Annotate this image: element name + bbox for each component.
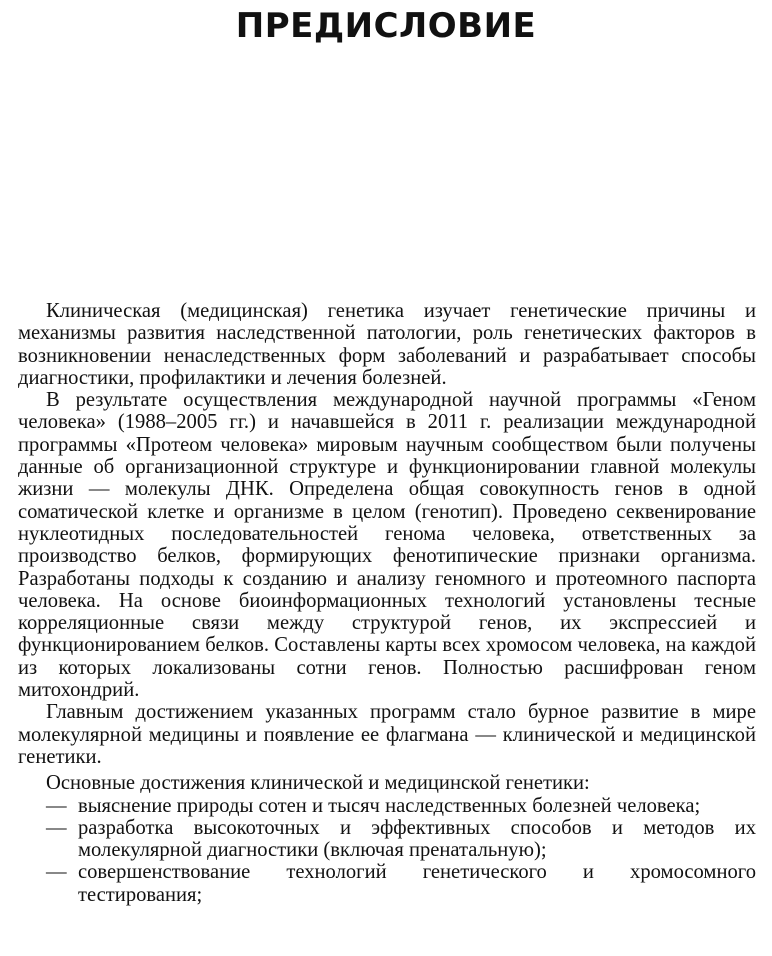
- paragraph-2: В результате осуществления международной научной программы «Геном человека» (1988–2005 гг.) и начавшейся в 2011 г. реализации международной программы «Протеом человека» мировым научным сообществом были получены данные об организационной структуре и функционировании главной молекулы жизни — молекулы ДНК. Определена общая совокупность генов в одной соматической клетке и организме в целом (генотип). Проведено секвенирование нуклеотидных последовательностей генома человека, ответственных за производство белков, формирующих фенотипические признаки организма. Разработаны подходы к созданию и анализу геномного и протеомного паспорта человека. На основе биоинформационных технологий установлены тесные корреляционные связи между структурой генов, их экспрессией и функционированием белков. Составлены карты всех хромосом человека, на каждой из которых локализованы сотни генов. Полностью расшифрован геном митохондрий.: [18, 389, 756, 702]
- list-item: [18, 861, 756, 906]
- body-text: [18, 300, 756, 906]
- page-title: ПРЕДИСЛОВИЕ: [235, 6, 537, 46]
- list-item-text: выяснение природы сотен и тысяч наследственных болезней человека;: [78, 794, 701, 817]
- list-item: [18, 817, 756, 862]
- paragraph-3: Главным достижением указанных программ стало бурное развитие в мире молекулярной медицины и появление ее флагмана — клинической и медицинской генетики.: [18, 701, 756, 768]
- paragraph-1: Клиническая (медицинская) генетика изучает генетические причины и механизмы развития наследственной патологии, роль генетических факторов в возникновении ненаследственных форм заболеваний и разрабатывает способы диагностики, профилактики и лечения болезней.: [18, 300, 756, 389]
- list-item: [18, 795, 756, 817]
- list-item-text: совершенствование технологий генетического и хромосомного тестирования;: [78, 861, 756, 906]
- achievements-intro: Основные достижения клинической и медицинской генетики:: [46, 772, 590, 795]
- list-dash: —: [46, 861, 67, 884]
- list-item-text: разработка высокоточных и эффективных способов и методов их молекулярной диагностики (включая пренатальную);: [78, 816, 756, 862]
- list-dash: —: [46, 816, 67, 839]
- list-dash: —: [46, 794, 67, 817]
- achievements-list: [18, 795, 756, 906]
